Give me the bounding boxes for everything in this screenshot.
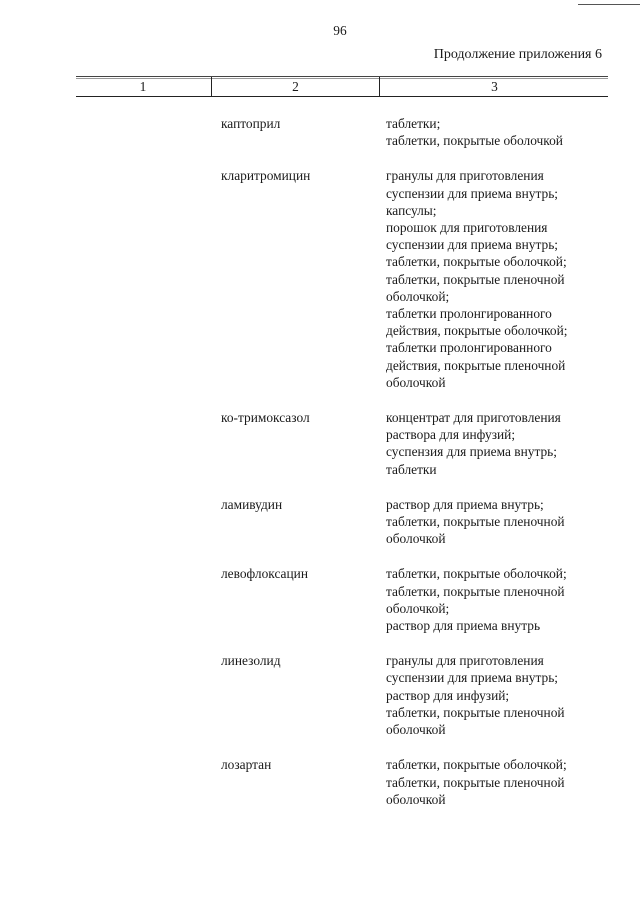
- dosage-form-line: таблетки, покрытые оболочкой;: [386, 254, 567, 270]
- dosage-form-line: таблетки, покрытые пленочной: [386, 583, 565, 599]
- table-row: [0, 167, 640, 391]
- drug-name: левофлоксацин: [221, 566, 308, 582]
- drug-name: линезолид: [221, 653, 281, 669]
- dosage-forms: [386, 652, 616, 738]
- dosage-form-line: капсулы;: [386, 202, 437, 218]
- dosage-form-line: таблетки, покрытые оболочкой;: [386, 566, 567, 582]
- dosage-form-line: таблетки пролонгированного: [386, 306, 552, 322]
- dosage-form-line: действия, покрытые пленочной: [386, 357, 566, 373]
- dosage-form-line: суспензии для приема внутрь;: [386, 185, 559, 201]
- corner-mark: [578, 0, 640, 5]
- table-row: [0, 565, 640, 634]
- table-row: [0, 496, 640, 548]
- table-row: [0, 756, 640, 808]
- continuation-label: Продолжение приложения 6: [433, 47, 602, 62]
- header-col-1: 1: [139, 79, 147, 94]
- header-col-2: 2: [211, 77, 379, 96]
- dosage-form-line: оболочкой;: [386, 288, 450, 304]
- drug-name: ко-тримоксазол: [221, 410, 310, 426]
- dosage-form-line: оболочкой: [386, 374, 446, 390]
- dosage-form-line: раствор для инфузий;: [386, 687, 510, 703]
- dosage-form-line: раствор для приема внутрь;: [386, 496, 544, 512]
- dosage-form-line: концентрат для приготовления: [386, 410, 561, 426]
- table-row: [0, 652, 640, 738]
- dosage-form-line: таблетки, покрытые пленочной: [386, 514, 565, 530]
- dosage-form-line: действия, покрытые оболочкой;: [386, 323, 568, 339]
- drug-name: ламивудин: [221, 496, 283, 512]
- dosage-form-line: оболочкой;: [386, 600, 450, 616]
- dosage-forms: [386, 496, 616, 548]
- dosage-forms: [386, 409, 616, 478]
- dosage-form-line: таблетки, покрытые пленочной: [386, 271, 565, 287]
- dosage-form-line: гранулы для приготовления: [386, 653, 544, 669]
- dosage-form-line: оболочкой: [386, 791, 446, 807]
- dosage-form-line: таблетки: [386, 461, 437, 477]
- dosage-form-line: раствора для инфузий;: [386, 427, 516, 443]
- dosage-form-line: суспензии для приема внутрь;: [386, 670, 559, 686]
- dosage-form-line: оболочкой: [386, 722, 446, 738]
- dosage-forms: [386, 167, 616, 391]
- drug-name: лозартан: [221, 757, 272, 773]
- dosage-form-line: гранулы для приготовления: [386, 168, 544, 184]
- dosage-form-line: суспензия для приема внутрь;: [386, 444, 558, 460]
- dosage-form-line: таблетки пролонгированного: [386, 340, 552, 356]
- dosage-form-line: таблетки;: [386, 116, 441, 131]
- dosage-forms: [386, 565, 616, 634]
- table-header: [76, 76, 608, 97]
- header-col-3: 3: [379, 77, 609, 96]
- dosage-form-line: порошок для приготовления: [386, 220, 548, 236]
- table-row: [0, 409, 640, 478]
- dosage-form-line: раствор для приема внутрь: [386, 618, 541, 634]
- drug-name: кларитромицин: [221, 168, 311, 184]
- drug-list: [0, 115, 640, 808]
- dosage-form-line: суспензии для приема внутрь;: [386, 237, 559, 253]
- dosage-form-line: оболочкой: [386, 531, 446, 547]
- dosage-forms: [386, 756, 616, 808]
- dosage-form-line: таблетки, покрытые пленочной: [386, 774, 565, 790]
- dosage-form-line: таблетки, покрытые пленочной: [386, 704, 565, 720]
- dosage-form-line: таблетки, покрытые оболочкой: [386, 133, 563, 149]
- drug-name: каптоприл: [221, 116, 281, 131]
- dosage-form-line: таблетки, покрытые оболочкой;: [386, 757, 567, 773]
- dosage-forms: [386, 115, 616, 149]
- page-number: 96: [333, 23, 347, 38]
- table-row: [0, 115, 640, 149]
